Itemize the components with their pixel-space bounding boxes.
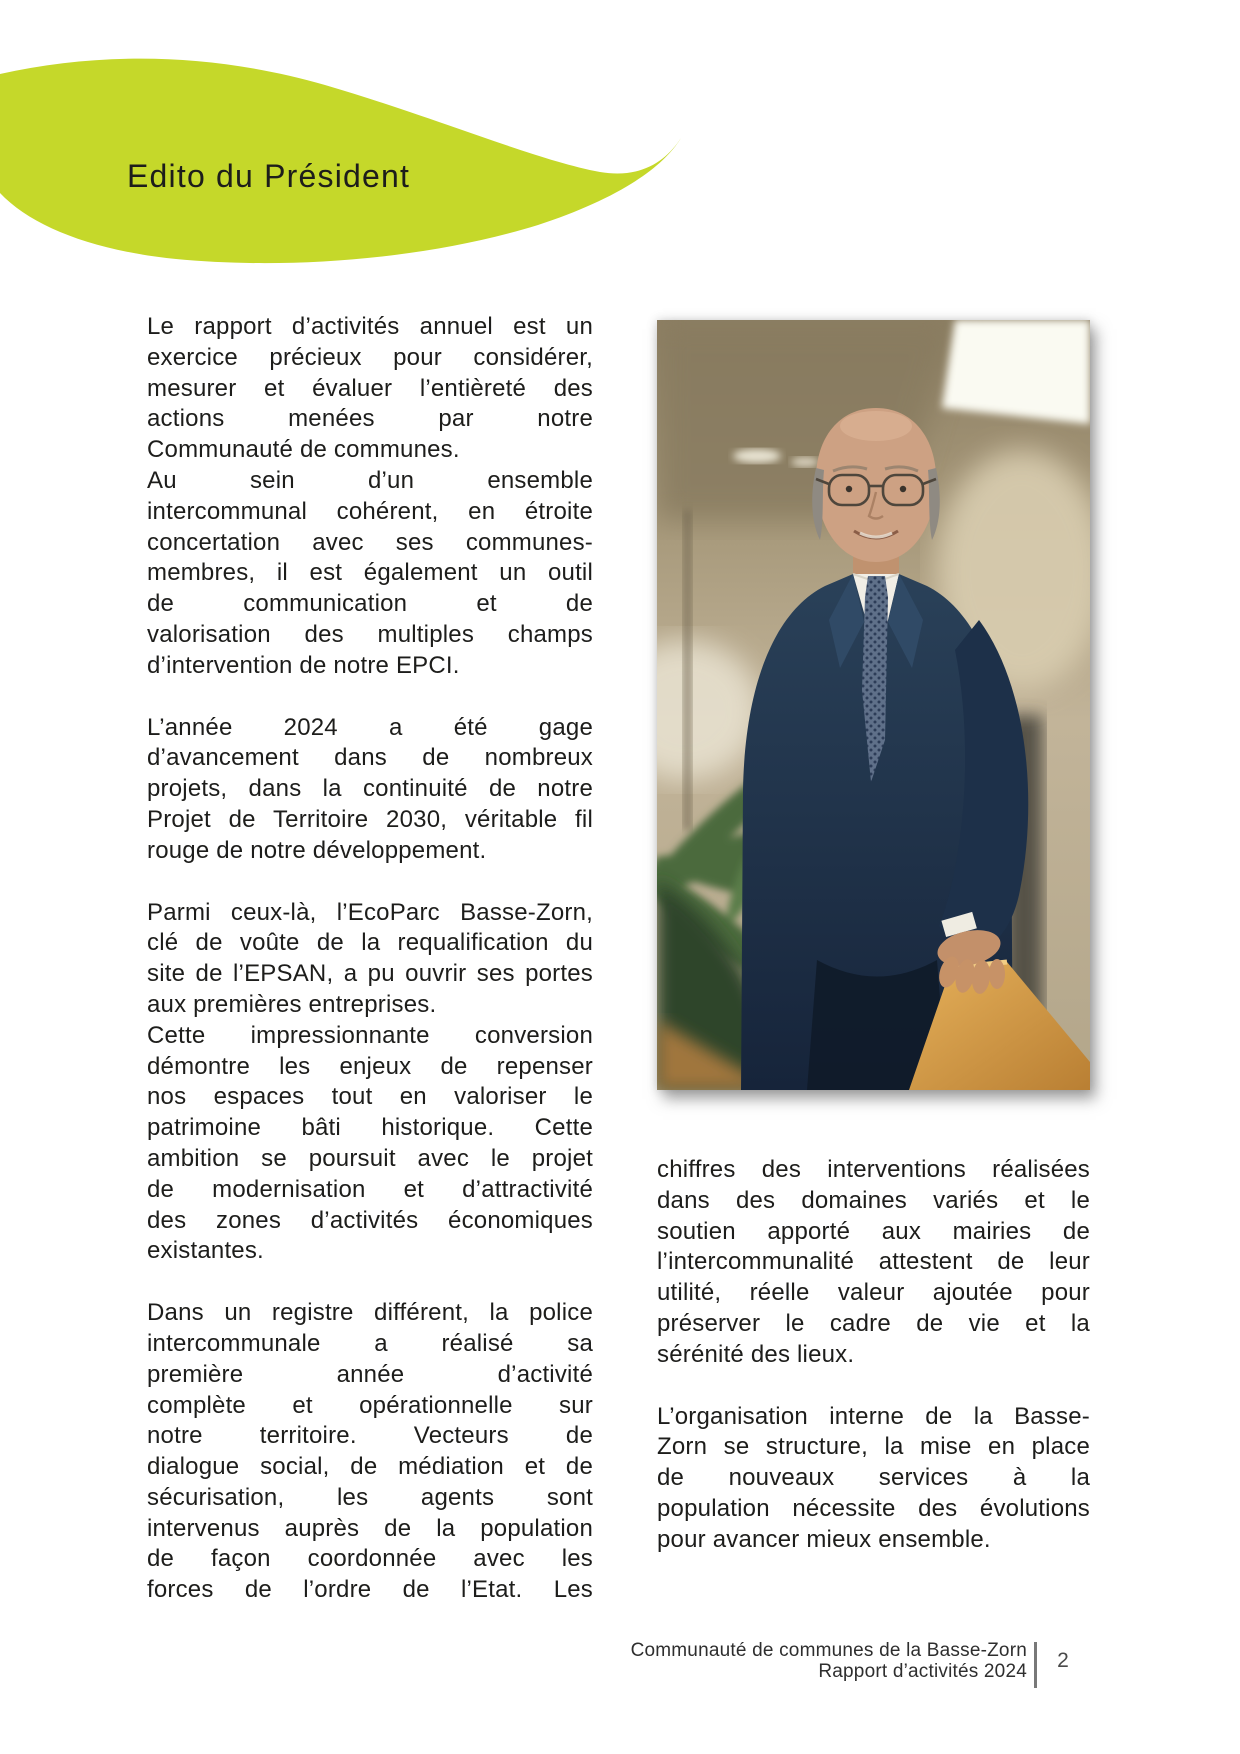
text-line: patrimoine bâti historique. Cette [147,1114,593,1142]
text-line: d’intervention de notre EPCI. [147,651,460,679]
text-line: Zorn se structure, la mise en place [657,1433,1090,1461]
text-line: projets, dans la continuité de notre [147,775,593,803]
text-line: sérénité des lieux. [657,1340,855,1368]
text-line: L’année 2024 a été gage [147,713,593,741]
text-line: de modernisation et d’attractivité [147,1175,593,1203]
text-line: notre territoire. Vecteurs de [147,1422,593,1450]
text-line: Au sein d’un ensemble [147,466,593,494]
text-line: nos espaces tout en valoriser le [147,1083,593,1111]
page-footer [560,1640,1027,1682]
text-line: complète et opérationnelle sur [147,1391,593,1419]
text-line: des zones d’activités économiques [147,1206,593,1234]
text-line: Projet de Territoire 2030, véritable fil [147,805,593,833]
text-line: pour avancer mieux ensemble. [657,1525,991,1553]
text-line: préserver le cadre de vie et la [657,1309,1090,1337]
text-line: concertation avec ses communes- [147,528,593,556]
text-line: existantes. [147,1237,264,1265]
text-line: de nouveaux services à la [657,1464,1090,1492]
text-line: rouge de notre développement. [147,836,487,864]
president-photo [657,320,1090,1090]
text-line: membres, il est également un outil [147,559,593,587]
text-line: dialogue social, de médiation et de [147,1453,593,1481]
footer-org-line: Communauté de communes de la Basse-Zorn [630,1640,1027,1661]
text-line: valorisation des multiples champs [147,620,593,648]
footer-divider [1034,1642,1037,1688]
text-line: Parmi ceux-là, l’EcoParc Basse-Zorn, [147,898,593,926]
paragraph [147,898,593,1021]
text-line: forces de l’ordre de l’Etat. Les [147,1576,593,1604]
text-line: site de l’EPSAN, a pu ouvrir ses portes [147,960,593,988]
text-line: L’organisation interne de la Basse- [657,1402,1090,1430]
text-line: actions menées par notre [147,405,593,433]
text-line: utilité, réelle valeur ajoutée pour [657,1279,1090,1307]
page-number: 2 [1057,1649,1069,1672]
text-line: intercommunal cohérent, en étroite [147,497,593,525]
text-line: ambition se poursuit avec le projet [147,1144,593,1172]
footer-report-line: Rapport d’activités 2024 [818,1661,1027,1682]
text-line: intervenus auprès de la population [147,1514,593,1542]
right-column [657,1155,1090,1587]
text-line: de communication et de [147,590,593,618]
text-line: Le rapport d’activités annuel est un [147,313,593,340]
text-line: Cette impressionnante conversion [147,1021,593,1049]
text-line: exercice précieux pour considérer, [147,343,593,371]
page-title: Edito du Président [127,158,411,194]
paragraph [147,713,593,867]
paragraph [147,312,593,466]
paragraph [657,1155,1090,1371]
text-line: Dans un registre différent, la police [147,1299,593,1327]
text-line: d’avancement dans de nombreux [147,744,593,772]
header-leaf-shape [0,0,700,280]
text-line: sécurisation, les agents sont [147,1483,593,1511]
text-line: soutien apporté aux mairies de [657,1217,1090,1245]
text-line: population nécessite des évolutions [657,1494,1090,1522]
text-line: Communauté de communes. [147,436,460,464]
text-line: clé de voûte de la requalification du [147,929,593,957]
text-line: aux premières entreprises. [147,990,437,1018]
paragraph [147,1298,593,1606]
text-line: de façon coordonnée avec les [147,1545,593,1573]
left-column [147,312,593,1637]
text-line: première année d’activité [147,1360,593,1388]
paragraph [147,1021,593,1267]
paragraph [147,466,593,682]
text-line: dans des domaines variés et le [657,1186,1090,1214]
text-line: démontre les enjeux de repenser [147,1052,593,1080]
text-line: intercommunale a réalisé sa [147,1329,593,1357]
text-line: l’intercommunalité attestent de leur [657,1248,1090,1276]
president-photo-illustration [657,320,1090,1090]
paragraph [657,1402,1090,1556]
text-line: chiffres des interventions réalisées [657,1156,1090,1183]
text-line: mesurer et évaluer l’entièreté des [147,374,593,402]
